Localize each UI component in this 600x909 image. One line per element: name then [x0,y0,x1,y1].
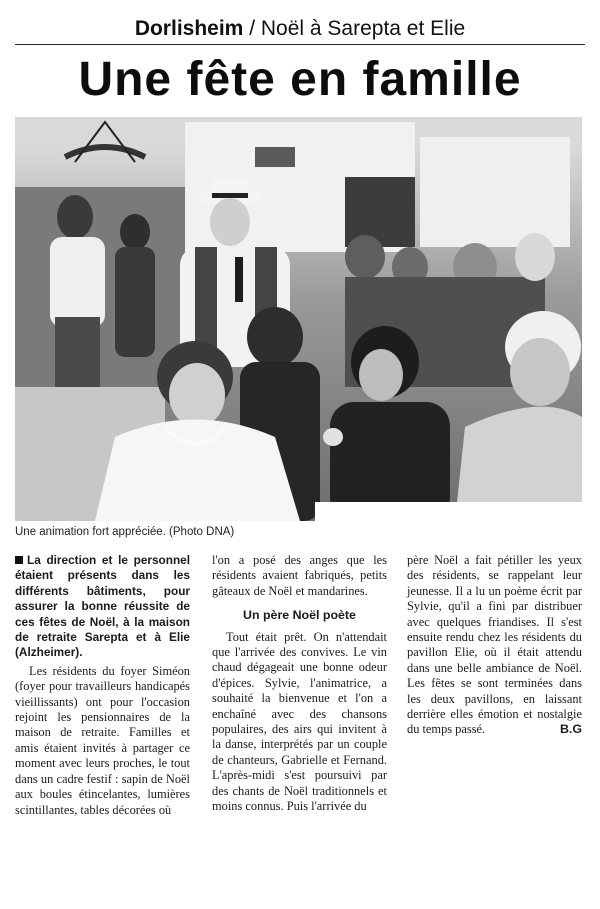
header-rule [15,44,585,45]
article-column-2 [212,553,387,815]
article-paragraph-1 [15,664,190,818]
article-photo [15,117,582,521]
article-column-1 [15,553,190,818]
article-paragraph-2-continued: père Noël a fait pétiller les yeux des résidents, se rappelant leur jeunesse. Il a lu un poème écrit par Sylvie, qu'il a fini par distribuer avec quelques friandises. Il s'est ensuite rendu chez les résidents du pavillon Elie, où il était attendu dans une belle ambiance de Noël. Les fêtes se sont terminées dans les deux pavillons, en laissant derrière elles émotion et nostalgie du temps passé. B.G [407,553,582,737]
rubric-topic: Noël à Sarepta et Elie [260,17,466,40]
section-rubric [15,14,585,44]
article-column-3 [407,553,582,738]
article-p1-text: Les résidents du foyer Siméon (foyer pour travailleurs handicapés vieillissants) ont pour l'occasion rejoint les pensionnaires de la maison de retraite. Familles et amis étaient invités à partager ce moment avec leurs proches, le tout dans un cadre festif : sapin de Noël aux boules étincelantes, lumières scintillantes, tables décorées où [15,663,190,817]
article-paragraph-2: Tout était prêt. On n'attendait que l'arrivée des convives. Le vin chaud dégageait une bonne odeur d'épices. Sylvie, l'animatrice, a souhaité la bienvenue et l'on a enchaîné avec des chansons populaires, des airs qui invitent à la danse, interprétés par un couple de chanteurs, Gabrielle et Fernand. L'après-midi s'est poursuivi par des chants de Noël traditionnels et moins connus. Puis l'arrivée du [212,629,387,814]
photo-caption: Une animation fort appréciée. (Photo DNA) [15,526,235,538]
article-lead [15,553,190,661]
headline: Une fête en famille [78,53,522,106]
article-subhead: Un père Noël poète [243,608,356,623]
article-lead-text: La direction et le personnel étaient présents dans les différents bâtiments, pour assurer la bonne réussite de ces fêtes de Noël, à la maison de retraite Sarepta et à Elie (Alzheimer). [15,553,190,660]
article-paragraph-1-continued: l'on a posé des anges que les résidents avaient fabriqués, petits gâteaux de Noël et mandarines. [212,553,387,598]
author-signature: B.G [559,722,582,737]
party-photo-illustration [15,117,582,521]
rubric-separator: / [249,17,256,40]
lead-square-icon [15,556,23,564]
rubric-place: Dorlisheim [134,17,244,40]
